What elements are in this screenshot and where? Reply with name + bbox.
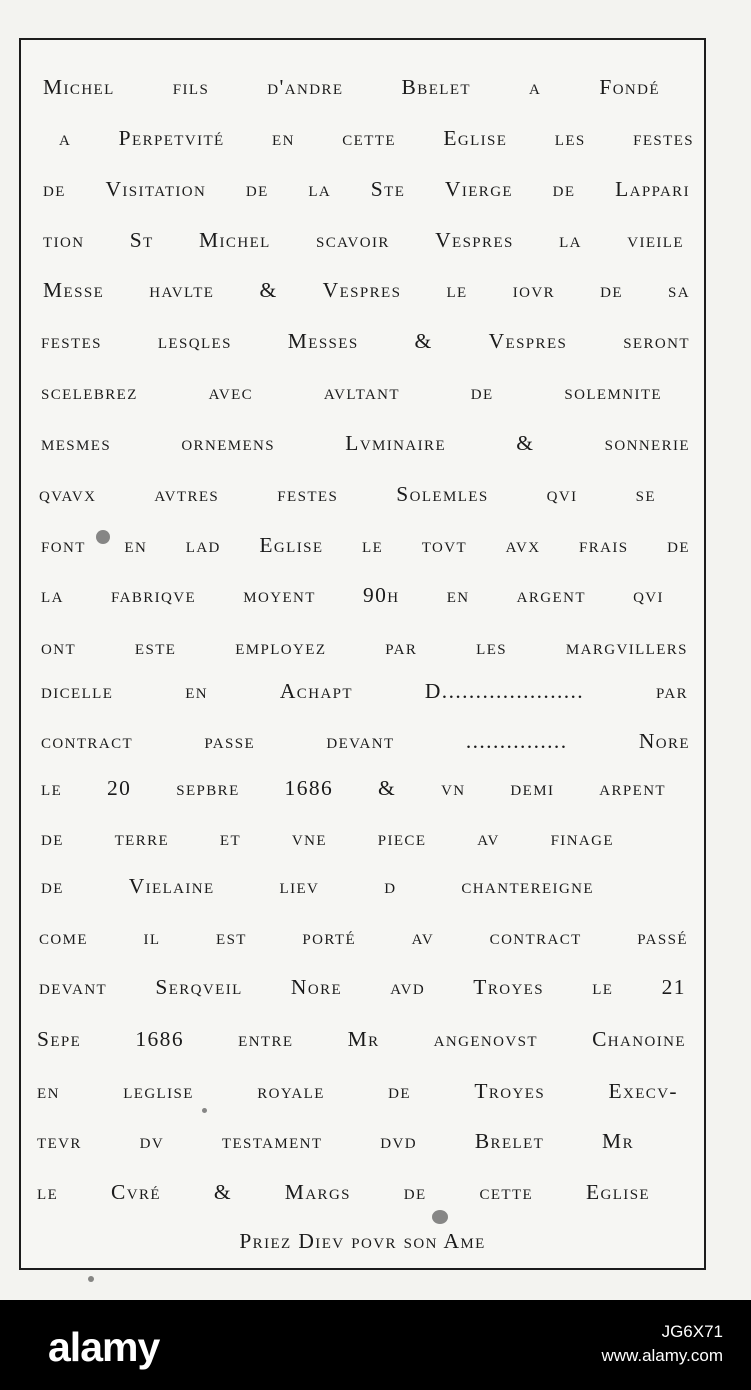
inscription-word: contract: [489, 925, 582, 949]
inscription-word: d: [384, 874, 397, 898]
inscription-word: Eglise: [259, 533, 324, 557]
inscription-word: Messes: [287, 329, 359, 353]
print-blemish: [202, 1108, 207, 1113]
inscription-word: Vielaine: [128, 874, 215, 898]
inscription-line-20: [37, 1008, 686, 1052]
inscription-line-9: [39, 463, 656, 507]
inscription-word: font: [41, 533, 86, 557]
inscription-word: Margs: [284, 1180, 351, 1204]
inscription-word: fils: [172, 75, 210, 99]
inscription-word: royale: [257, 1079, 325, 1103]
inscription-word: &: [516, 431, 535, 455]
inscription-word: Nore: [290, 975, 343, 999]
inscription-word: les: [554, 126, 586, 150]
inscription-word: de: [43, 177, 66, 201]
inscription-word: vne: [291, 826, 327, 850]
inscription-word: qvi: [546, 482, 578, 506]
inscription-line-7: [41, 361, 662, 405]
inscription-line-23: [37, 1161, 650, 1205]
inscription-word: Cvré: [111, 1180, 161, 1204]
inscription-word: lesqles: [157, 329, 232, 353]
inscription-word: come: [39, 925, 88, 949]
inscription-word: qvavx: [39, 482, 97, 506]
inscription-word: Eglise: [585, 1180, 650, 1204]
inscription-word: Bbelet: [401, 75, 471, 99]
inscription-word: de: [388, 1079, 411, 1103]
inscription-word: de: [552, 177, 576, 201]
inscription-word: Messe: [43, 278, 105, 302]
inscription-line-4: [43, 209, 684, 253]
inscription-word: le: [362, 533, 384, 557]
inscription-word: testament: [221, 1129, 323, 1153]
inscription-word: avec: [208, 380, 254, 404]
inscription-word: contract: [41, 729, 134, 753]
inscription-word: sepbre: [176, 776, 240, 800]
inscription-word: il: [143, 925, 161, 949]
inscription-word: &: [414, 329, 433, 353]
inscription-line-18: [39, 906, 688, 950]
inscription-word: lad: [185, 533, 221, 557]
inscription-word: Brelet: [474, 1129, 545, 1153]
inscription-word: piece: [377, 826, 427, 850]
inscription-word: en: [124, 533, 148, 557]
inscription-word: la: [559, 228, 582, 252]
inscription-word: av: [411, 925, 435, 949]
inscription-word: Perpetvité: [118, 126, 225, 150]
inscription-word: Michel: [199, 228, 271, 252]
inscription-word: &: [378, 776, 397, 800]
inscription-word: Execv-: [608, 1079, 678, 1103]
inscription-word: Serqveil: [155, 975, 243, 999]
inscription-word: demi: [510, 776, 555, 800]
inscription-word: ...............: [465, 729, 568, 753]
inscription-word: avx: [505, 533, 541, 557]
inscription-word: dv: [139, 1129, 165, 1153]
inscription-word: 20: [107, 776, 132, 800]
inscription-word: &: [259, 278, 278, 302]
inscription-line-19: [39, 956, 686, 1000]
inscription-word: sonnerie: [604, 431, 690, 455]
inscription-line-21: [37, 1060, 678, 1104]
inscription-line-5: [43, 259, 690, 303]
inscription-word: passe: [204, 729, 256, 753]
inscription-word: devant: [326, 729, 395, 753]
inscription-word: Michel: [43, 75, 115, 99]
inscription-word: de: [41, 826, 64, 850]
watermark-footer: [0, 1300, 751, 1390]
inscription-word: a: [529, 75, 542, 99]
site-url: www.alamy.com: [601, 1346, 723, 1365]
inscription-word: qvi: [633, 583, 664, 607]
inscription-word: cette: [342, 126, 396, 150]
image-id: JG6X71: [661, 1322, 723, 1341]
inscription-word: en: [185, 679, 208, 703]
inscription-word: Vespres: [488, 329, 568, 353]
inscription-line-3: [43, 158, 690, 202]
inscription-word: en: [272, 126, 295, 150]
inscription-word: passé: [637, 925, 688, 949]
inscription-word: et: [219, 826, 242, 850]
inscription-word: terre: [114, 826, 170, 850]
inscription-word: iovr: [512, 278, 555, 302]
inscription-word: Troyes: [473, 975, 544, 999]
inscription-word: sa: [668, 278, 690, 302]
inscription-frame: [19, 38, 706, 1270]
inscription-word: porté: [302, 925, 357, 949]
inscription-word: 21: [661, 975, 686, 999]
inscription-word: dicelle: [41, 679, 114, 703]
inscription-word: de: [245, 177, 269, 201]
inscription-word: festes: [41, 329, 102, 353]
inscription-word: avltant: [323, 380, 400, 404]
inscription-word: argent: [516, 583, 586, 607]
inscription-word: Lappari: [615, 177, 690, 201]
inscription-word: entre: [238, 1027, 294, 1051]
inscription-word: la: [308, 177, 332, 201]
inscription-word: de: [600, 278, 623, 302]
inscription-word: Fondé: [599, 75, 660, 99]
inscription-word: solemnite: [564, 380, 662, 404]
inscription-line-11: [41, 564, 664, 608]
inscription-word: de: [41, 874, 64, 898]
inscription-word: leglise: [123, 1079, 194, 1103]
inscription-word: tovt: [421, 533, 468, 557]
inscription-word: Lvminaire: [345, 431, 447, 455]
inscription-word: 90h: [362, 583, 400, 607]
inscription-line-1: [43, 56, 660, 100]
inscription-word: fabriqve: [110, 583, 197, 607]
inscription-word: par: [655, 679, 688, 703]
inscription-word: moyent: [243, 583, 316, 607]
inscription-word: le: [446, 278, 468, 302]
inscription-word: frais: [579, 533, 629, 557]
inscription-word: &: [213, 1180, 232, 1204]
inscription-word: av: [477, 826, 500, 850]
inscription-line-6: [41, 310, 690, 354]
inscription-word: St: [129, 228, 154, 252]
inscription-word: devant: [39, 975, 108, 999]
inscription-line-12: [41, 616, 688, 660]
inscription-word: seront: [623, 329, 690, 353]
inscription-word: finage: [550, 826, 614, 850]
inscription-word: Chanoine: [592, 1027, 686, 1051]
inscription-word: tion: [43, 228, 85, 252]
inscription-word: avd: [390, 975, 426, 999]
inscription-word: 1686: [284, 776, 334, 800]
inscription-word: vieile: [627, 228, 684, 252]
inscription-word: scelebrez: [41, 380, 138, 404]
inscription-word: angenovst: [433, 1027, 538, 1051]
inscription-word: Vierge: [444, 177, 513, 201]
inscription-line-15: [41, 757, 666, 801]
inscription-word: a: [59, 126, 72, 150]
inscription-word: 1686: [135, 1027, 184, 1051]
inscription-line-24: Priez Diev povr son Ame: [239, 1229, 486, 1253]
inscription-word: vn: [441, 776, 466, 800]
inscription-word: employez: [235, 635, 327, 659]
inscription-word: margvillers: [565, 635, 688, 659]
inscription-word: avtres: [154, 482, 220, 506]
inscription-word: Eglise: [443, 126, 508, 150]
inscription-line-2: [59, 107, 694, 151]
inscription-word: Mr: [602, 1129, 634, 1153]
inscription-word: de: [470, 380, 494, 404]
inscription-word: de: [667, 533, 690, 557]
inscription-word: Vespres: [435, 228, 514, 252]
inscription-word: festes: [277, 482, 339, 506]
inscription-word: dvd: [380, 1129, 417, 1153]
inscription-word: liev: [279, 874, 320, 898]
inscription-word: chantereigne: [461, 874, 594, 898]
watermark-meta: [601, 1320, 723, 1368]
inscription-line-10: [41, 514, 690, 558]
print-blemish: [432, 1210, 448, 1224]
inscription-word: tevr: [37, 1129, 82, 1153]
inscription-line-17: [41, 855, 594, 899]
inscription-line-14: [41, 710, 690, 754]
inscription-word: se: [635, 482, 656, 506]
inscription-word: la: [41, 583, 64, 607]
inscription-word: scavoir: [316, 228, 390, 252]
inscription-word: havlte: [149, 278, 215, 302]
inscription-word: Mr: [347, 1027, 380, 1051]
inscription-word: este: [134, 635, 177, 659]
inscription-word: arpent: [599, 776, 666, 800]
inscription-line-8: [41, 412, 690, 456]
inscription-word: festes: [633, 126, 694, 150]
inscription-word: ornemens: [181, 431, 276, 455]
inscription-word: Achapt: [279, 679, 353, 703]
inscription-word: Sepe: [37, 1027, 82, 1051]
inscription-word: Troyes: [474, 1079, 546, 1103]
print-blemish: [88, 1276, 94, 1282]
inscription-word: Visitation: [105, 177, 207, 201]
inscription-word: est: [216, 925, 247, 949]
inscription-word: Solemles: [396, 482, 489, 506]
inscription-word: Nore: [638, 729, 690, 753]
inscription-word: de: [403, 1180, 427, 1204]
inscription-word: le: [37, 1180, 59, 1204]
inscription-line-22: [37, 1110, 634, 1154]
inscription-word: le: [592, 975, 614, 999]
alamy-logo: alamy: [48, 1324, 160, 1370]
inscription-word: D.....................: [424, 679, 585, 703]
inscription-word: mesmes: [41, 431, 112, 455]
inscription-line-13: [41, 660, 688, 704]
inscription-line-16: [41, 807, 614, 851]
inscription-word: en: [446, 583, 470, 607]
inscription-word: d'andre: [267, 75, 344, 99]
inscription-word: les: [476, 635, 507, 659]
inscription-word: par: [385, 635, 418, 659]
print-blemish: [96, 530, 110, 544]
inscription-word: en: [37, 1079, 60, 1103]
inscription-word: le: [41, 776, 63, 800]
inscription-word: cette: [479, 1180, 534, 1204]
inscription-word: Ste: [370, 177, 406, 201]
inscription-word: ont: [41, 635, 77, 659]
inscription-word: Vespres: [322, 278, 402, 302]
